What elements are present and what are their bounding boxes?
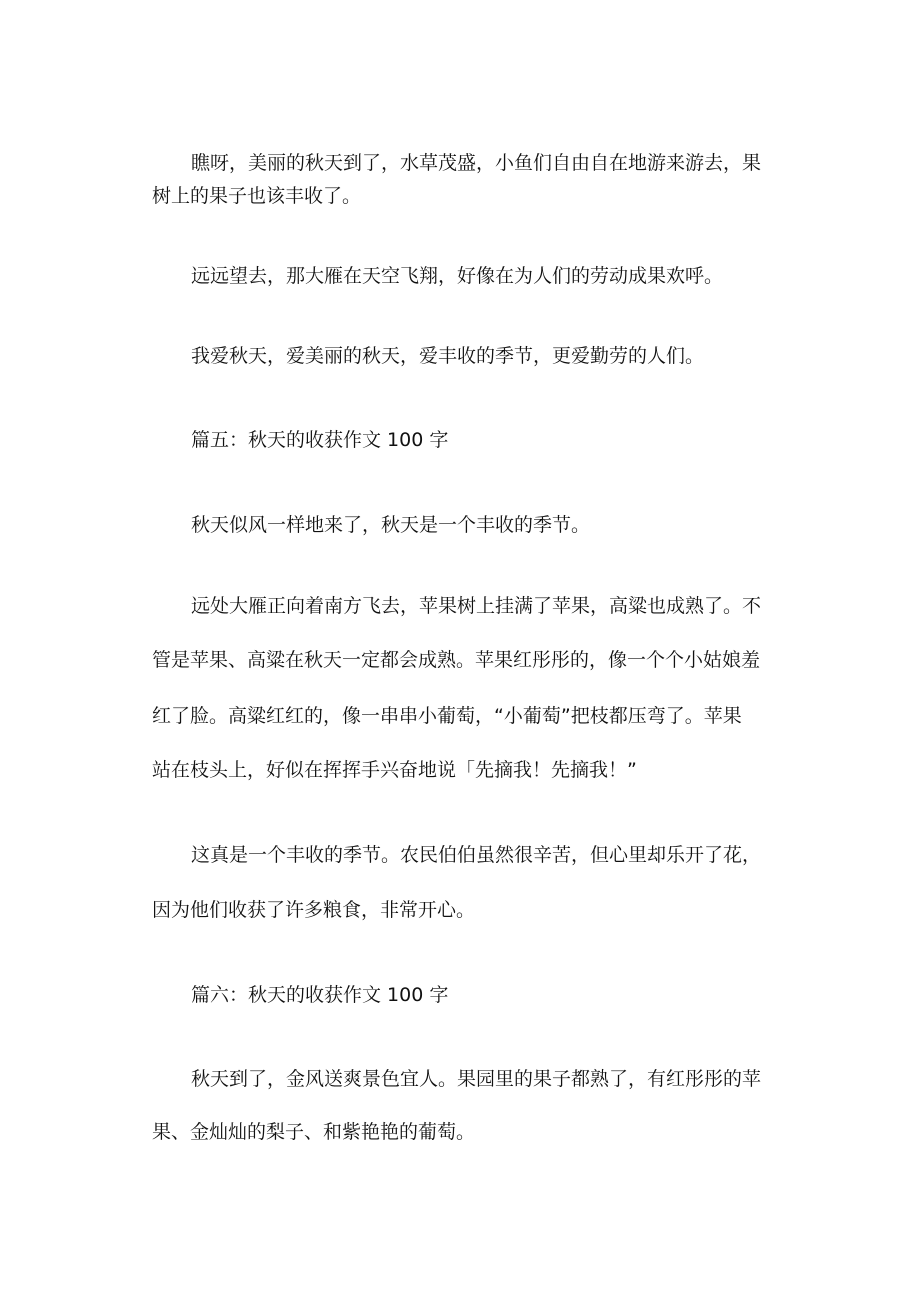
paragraph-6-line-3: 红了脸。高粱红红的，像一串串小葡萄，“小葡萄”把枝都压弯了。苹果 [152,705,742,727]
paragraph-6-line-4: 站在枝头上，好似在挥挥手兴奋地说「先摘我！先摘我！” [152,759,637,781]
paragraph-9-line-2: 果、金灿灿的梨子、和紫艳艳的葡萄。 [152,1121,476,1143]
paragraph-1-line-2: 树上的果子也该丰收了。 [152,185,362,207]
paragraph-7-line-1: 这真是一个丰收的季节。农民伯伯虽然很辛苦，但心里却乐开了花， [191,844,762,866]
paragraph-6-line-1: 远处大雁正向着南方飞去，苹果树上挂满了苹果，高粱也成熟了。不 [191,595,762,617]
paragraph-1-line-1: 瞧呀，美丽的秋天到了，水草茂盛，小鱼们自由自在地游来游去，果 [191,152,762,174]
paragraph-3-line-1: 我爱秋天，爱美丽的秋天，爱丰收的季节，更爱勤劳的人们。 [191,345,705,367]
paragraph-9-line-1: 秋天到了，金风送爽景色宜人。果园里的果子都熟了，有红彤彤的苹 [191,1068,762,1090]
section-heading-6: 篇六：秋天的收获作文 100 字 [191,984,449,1006]
paragraph-6-line-2: 管是苹果、高粱在秋天一定都会成熟。苹果红彤彤的，像一个个小姑娘羞 [152,649,761,671]
paragraph-7-line-2: 因为他们收获了许多粮食，非常开心。 [152,899,476,921]
section-heading-5: 篇五：秋天的收获作文 100 字 [191,429,449,451]
paragraph-5-line-1: 秋天似风一样地来了，秋天是一个丰收的季节。 [191,514,591,536]
paragraph-2-line-1: 远远望去，那大雁在天空飞翔，好像在为人们的劳动成果欢呼。 [191,265,724,287]
